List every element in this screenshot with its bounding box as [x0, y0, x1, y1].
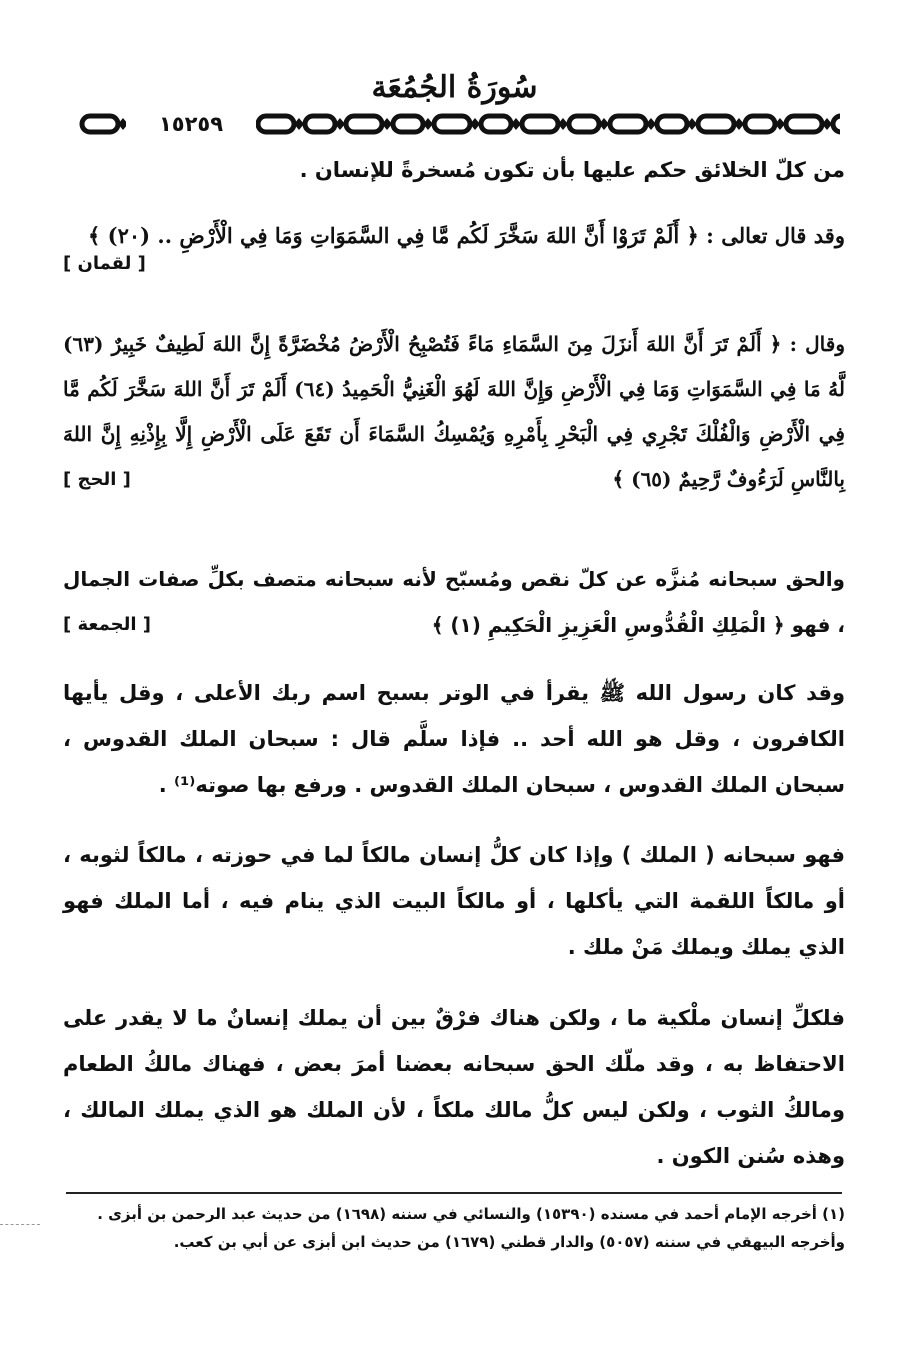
paragraph-text: فلكلِّ إنسان ملْكية ما ، ولكن هناك فرْقٌ بين أن يملك إنسانٌ ما لا يقدر على الاحتفاظ به ، وقد ملّك الحق سبحانه بعضنا أمرَ بعض ، فهناك مالكُ الطعام ومالكُ الثوب ، ولكن ليس كلُّ مالك ملكاً ، لأن الملك هو الذي يملك المالك ، وهذه سُنن الكون .	[63, 1006, 845, 1168]
footnote-divider	[66, 1192, 842, 1194]
chain-link	[745, 116, 775, 132]
paragraph-3-hajj-verses	[63, 322, 845, 502]
chain-link	[258, 116, 294, 132]
paragraph-text: من كلّ الخلائق حكم عليها بأن تكون مُسخرةً للإنسان .	[299, 158, 845, 182]
paragraph-text: وقال : ﴿ أَلَمْ تَرَ أَنَّ اللهَ أَنزَلَ مِنَ السَّمَاءِ مَاءً فَتُصْبِحُ الْأَرْضُ مُخْضَرَّةً إِنَّ اللهَ لَطِيفٌ خَبِيرٌ (٦٣) لَّهُ مَا فِي السَّمَوَاتِ وَمَا فِي الْأَرْضِ وَإِنَّ اللهَ لَهُوَ الْغَنِيُّ الْحَمِيدُ (٦٤) أَلَمْ تَرَ أَنَّ اللهَ سَخَّرَ لَكُم مَّا فِي الْأَرْضِ وَالْفُلْكَ تَجْرِي فِي الْبَحْرِ بِأَمْرِهِ وَيُمْسِكُ السَّمَاءَ أَن تَقَعَ عَلَى الْأَرْضِ إِلَّا بِإِذْنِهِ إِنَّ اللهَ بِالنَّاسِ لَرَءُوفٌ رَّحِيمٌ (٦٥) ﴾	[63, 332, 846, 491]
chain-link	[481, 116, 511, 132]
chain-link	[786, 116, 822, 132]
chain-link	[346, 116, 382, 132]
paragraph-7	[63, 995, 845, 1179]
paragraph-text: والحق سبحانه مُنزَّه عن كلّ نقص ومُسبّح لأنه سبحانه متصف بكلِّ صفات الجمال ، فهو ﴿ الْمَلِكِ الْقُدُّوسِ الْعَزِيزِ الْحَكِيمِ (١) ﴾	[63, 567, 845, 637]
margin-crop-mark	[0, 1224, 40, 1225]
paragraph-2-luqman-verse	[63, 222, 845, 278]
chain-link	[610, 116, 646, 132]
paragraph-5	[63, 670, 845, 808]
page-number: ١٥٢٥٩	[126, 108, 256, 140]
chain-link	[569, 116, 599, 132]
paragraph-text: فهو سبحانه ( الملك ) وإذا كان كلُّ إنسان مالكاً لما في حوزته ، مالكاً لثوبه ، أو مالكاً اللقمة التي يأكلها ، أو مالكاً البيت الذي ينام فيه ، أما الملك فهو الذي يملك ويملك مَنْ ملك .	[63, 843, 845, 959]
paragraph-text: وقد قال تعالى : ﴿ أَلَمْ تَرَوْا أَنَّ اللهَ سَخَّرَ لَكُم مَّا فِي السَّمَوَاتِ وَمَا فِي الْأَرْضِ .. (٢٠) ﴾	[88, 223, 845, 248]
paragraph-1	[63, 156, 845, 184]
chain-link	[393, 116, 423, 132]
chain-link	[698, 116, 734, 132]
header-ornament-band	[78, 108, 840, 140]
footnote: (١) أخرجه الإمام أحمد في مسنده (١٥٣٩٠) والنسائي في سننه (١٦٩٨) من حديث عبد الرحمن بن أبزى . وأخرجه البيهقي في سننه (٥٠٥٧) والدار قطني (١٦٧٩) من حديث ابن أبزى عن أبي بن كعب.	[97, 1205, 845, 1251]
chain-link	[305, 116, 335, 132]
paragraph-6	[63, 832, 845, 970]
chain-link	[657, 116, 687, 132]
surah-reference: [ الحج ]	[63, 469, 131, 490]
chain-link	[82, 116, 118, 132]
paragraph-4-jumuah-verse	[63, 556, 845, 648]
surah-reference: [ الجمعة ]	[63, 614, 152, 635]
chain-link	[522, 116, 558, 132]
chain-link	[833, 116, 840, 132]
chain-link	[434, 116, 470, 132]
paragraph-text: وقد كان رسول الله ﷺ يقرأ في الوتر بسبح اسم ربك الأعلى ، وقل يأيها الكافرون ، وقل هو الله أحد .. فإذا سلَّم قال : سبحان الملك القدوس ، سبحان الملك القدوس ، سبحان الملك القدوس . ورفع بها صوته⁽¹⁾ .	[63, 681, 845, 797]
surah-reference: [ لقمان ]	[63, 253, 146, 274]
surah-title: سُورَةُ الجُمُعَة	[371, 70, 538, 105]
